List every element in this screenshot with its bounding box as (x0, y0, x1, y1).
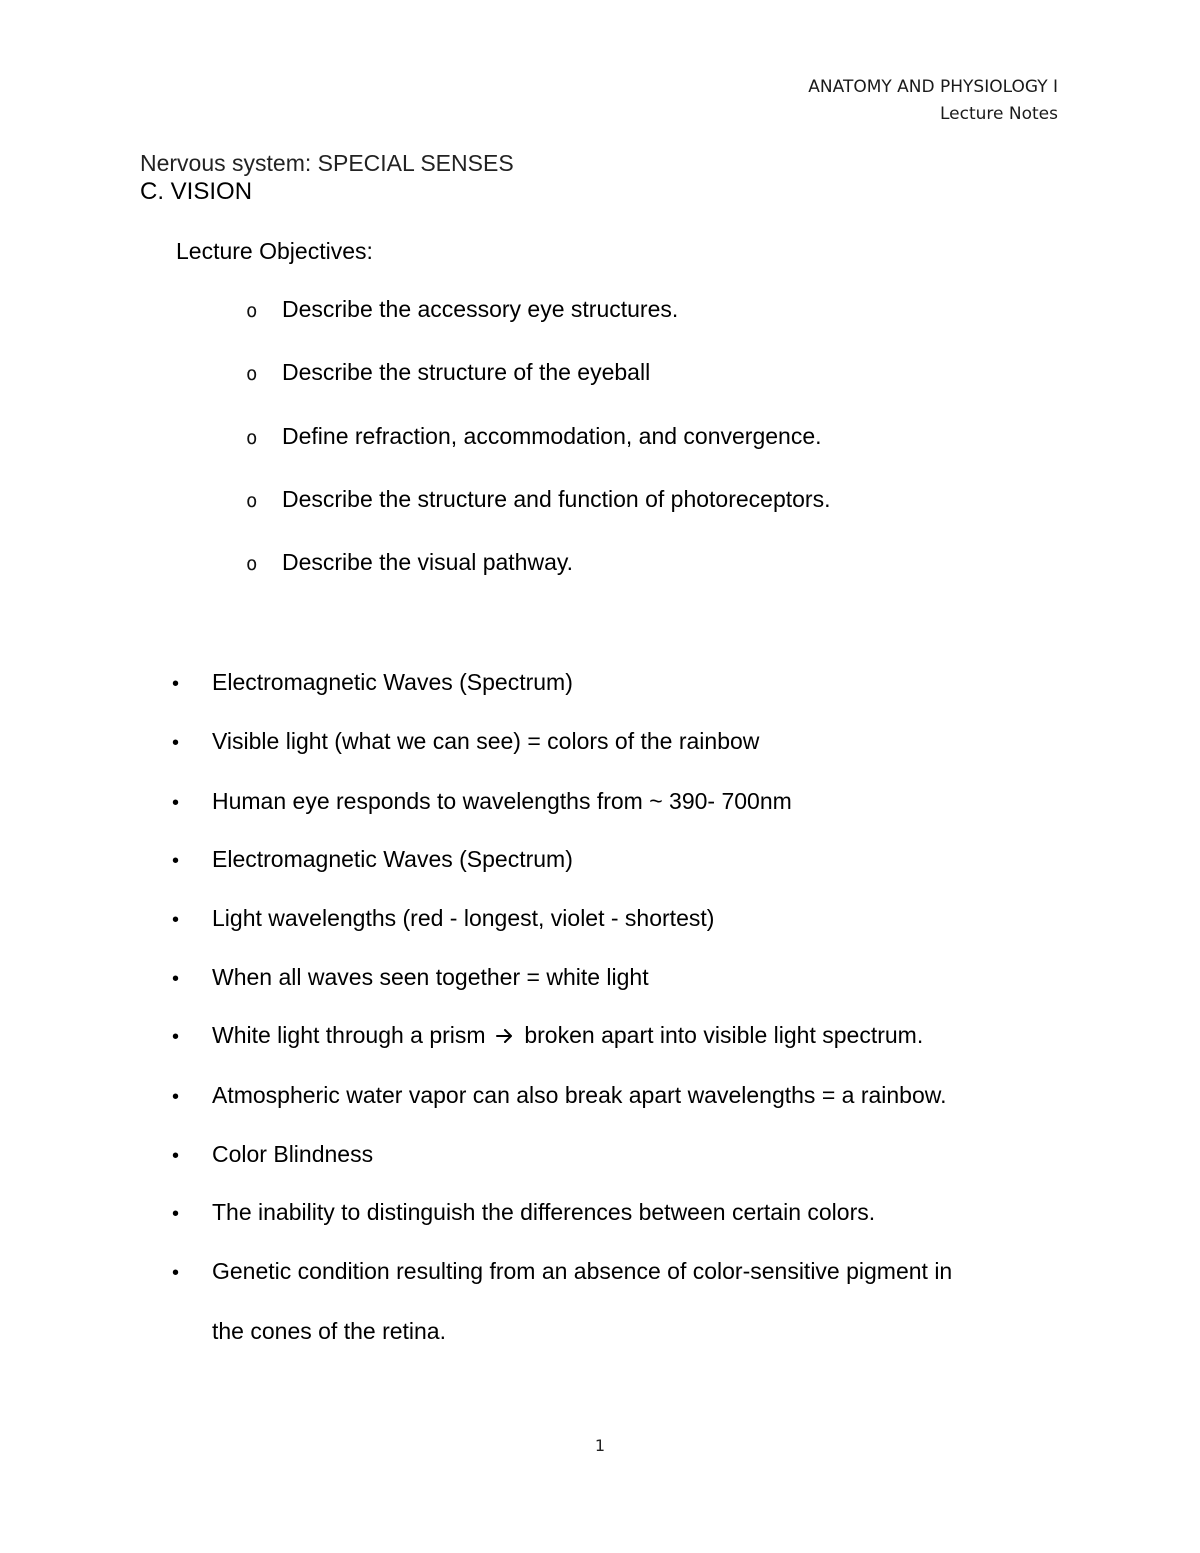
objective-item (246, 423, 822, 450)
bullet-icon: • (172, 1086, 180, 1108)
chapter-subtitle: Nervous system: SPECIAL SENSES (140, 150, 514, 176)
bullet-item (172, 905, 714, 932)
bullet-item (172, 1199, 875, 1226)
hollow-bullet-icon: o (246, 300, 258, 322)
objective-item (246, 549, 573, 576)
bullet-item (172, 669, 573, 696)
bullet-icon: • (172, 792, 180, 814)
bullet-icon: • (172, 1262, 180, 1284)
bullet-text-after-arrow: broken apart into visible light spectrum. (524, 1022, 924, 1048)
bullet-text: Human eye responds to wavelengths from ~ 390- 700nm (212, 788, 792, 814)
bullet-icon: • (172, 673, 180, 695)
bullet-icon: • (172, 909, 180, 931)
bullet-text-continuation: the cones of the retina. (212, 1318, 446, 1344)
objective-text: Describe the structure and function of photoreceptors. (282, 486, 831, 512)
bullet-item (172, 1141, 373, 1168)
bullet-text: Light wavelengths (red - longest, violet - shortest) (212, 905, 715, 931)
bullet-icon: • (172, 732, 180, 754)
objective-text: Describe the accessory eye structures. (282, 296, 679, 322)
bullet-item (172, 788, 792, 815)
page-header (808, 74, 1058, 128)
bullet-text: Visible light (what we can see) = colors of the rainbow (212, 728, 760, 754)
bullet-text: Atmospheric water vapor can also break apart wavelengths = a rainbow. (212, 1082, 947, 1108)
section-title: C. VISION (140, 178, 253, 205)
bullet-item (172, 1082, 946, 1109)
bullet-text: Electromagnetic Waves (Spectrum) (212, 846, 573, 872)
bullet-icon: • (172, 968, 180, 990)
bullet-item (172, 964, 649, 991)
objective-item (246, 296, 678, 323)
bullet-text: Color Blindness (212, 1141, 374, 1167)
bullet-icon: • (172, 850, 180, 872)
objective-item (246, 486, 830, 513)
bullet-text: The inability to distinguish the differences between certain colors. (212, 1199, 876, 1225)
bullet-text: Genetic condition resulting from an absence of color-sensitive pigment in (212, 1258, 953, 1284)
bullet-text: Electromagnetic Waves (Spectrum) (212, 669, 573, 695)
bullet-item (172, 1022, 923, 1049)
bullet-icon: • (172, 1145, 180, 1167)
bullet-item (172, 846, 573, 873)
objective-text: Describe the structure of the eyeball (282, 359, 651, 385)
objective-text: Define refraction, accommodation, and convergence. (282, 423, 822, 449)
page-number: 1 (594, 1436, 606, 1455)
hollow-bullet-icon: o (246, 427, 258, 449)
right-arrow-icon (496, 1022, 514, 1049)
bullet-text (212, 1022, 923, 1049)
bullet-icon: • (172, 1203, 180, 1225)
objective-item (246, 359, 650, 386)
course-title: ANATOMY AND PHYSIOLOGY I (808, 77, 1058, 97)
objective-text: Describe the visual pathway. (282, 549, 574, 575)
objectives-heading: Lecture Objectives: (176, 238, 373, 264)
hollow-bullet-icon: o (246, 363, 258, 385)
bullet-text: When all waves seen together = white light (212, 964, 649, 990)
bullet-text-before-arrow: White light through a prism (212, 1022, 486, 1048)
notes-type: Lecture Notes (940, 104, 1058, 124)
hollow-bullet-icon: o (246, 553, 258, 575)
hollow-bullet-icon: o (246, 490, 258, 512)
bullet-item (172, 728, 759, 755)
bullet-icon: • (172, 1026, 180, 1048)
bullet-item (172, 1258, 952, 1285)
